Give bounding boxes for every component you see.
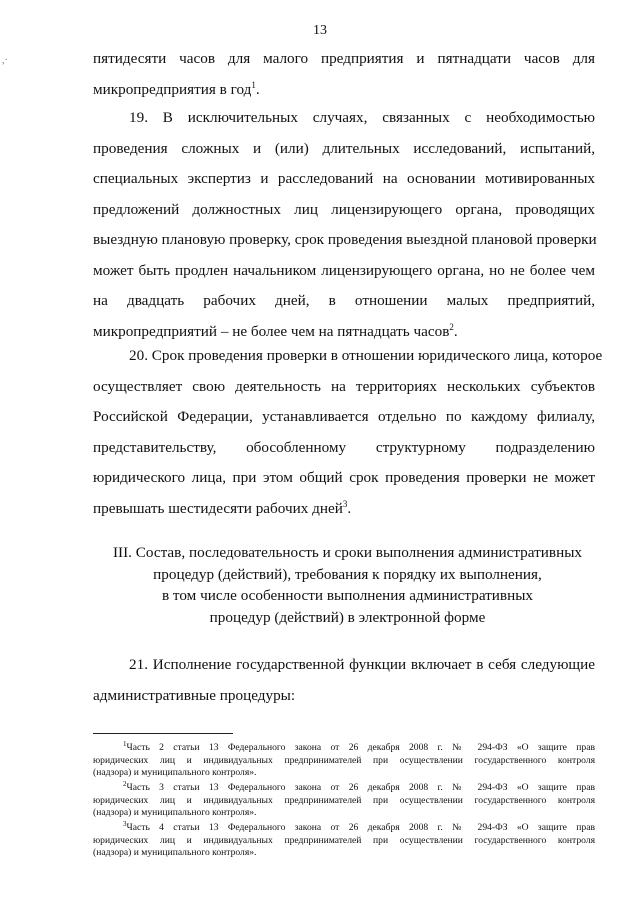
footnote-line: $^1$Часть 2 статьи 13 Федерального закона от 26 декабря 2008 г. № 294-ФЗ «О защите прав xyxy=(123,740,595,753)
heading-line: в том числе особенности выполнения административных xyxy=(161,587,534,604)
section-heading xyxy=(60,542,635,628)
paragraph-21 xyxy=(93,650,595,711)
text-line: специальных экспертиз и расследований на основании мотивированных xyxy=(93,170,595,187)
text-line: микропредприятия в год$^1$. xyxy=(93,79,260,98)
text-line: может быть продлен начальником лицензирующего органа, но не более чем xyxy=(93,261,595,279)
paragraph-19 xyxy=(93,103,595,347)
text-line: 21. Исполнение государственной функции включает в себя следующие xyxy=(129,656,595,673)
text-line: Российской Федерации, устанавливается отдельно по каждому филиалу, xyxy=(93,408,595,425)
heading-line: процедур (действий), требования к порядку их выполнения, xyxy=(153,565,542,583)
footnote-separator xyxy=(93,733,233,734)
footnote-mark: 2 xyxy=(123,780,127,788)
heading-line: процедур (действий) в электронной форме xyxy=(209,608,486,626)
footnote-line: юридических лиц и индивидуальных предпринимателей при осуществлении государственного контроля xyxy=(93,754,595,766)
footnote-ref: 2 xyxy=(449,321,454,332)
text-line: 19. В исключительных случаях, связанных с необходимостью xyxy=(129,109,595,126)
text-line: выездную плановую проверку, срок проведения выездной плановой проверки xyxy=(93,231,597,248)
footnote-mark: 1 xyxy=(123,740,127,748)
text-line: административные процедуры: xyxy=(93,686,296,704)
text-line: микропредприятий – не более чем на пятнадцать часов$^2$. xyxy=(93,321,458,340)
scan-artifact-icon: ,· xyxy=(2,55,8,66)
text-line: осуществляет свою деятельность на территориях нескольких субъектов xyxy=(93,377,595,395)
footnote-line: $^3$Часть 4 статьи 13 Федерального закона от 26 декабря 2008 г. № 294-ФЗ «О защите прав xyxy=(123,820,595,833)
footnote-line: юридических лиц и индивидуальных предпринимателей при осуществлении государственного контроля xyxy=(93,794,595,806)
footnote-3 xyxy=(93,822,595,860)
footnote-line: (надзора) и муниципального контроля». xyxy=(93,847,257,858)
text-line: превышать шестидесяти рабочих дней$^3$. xyxy=(93,498,352,517)
text-line: предложений должностных лиц лицензирующего органа, проводящих xyxy=(93,200,595,218)
footnote-line: (надзора) и муниципального контроля». xyxy=(93,767,257,778)
heading-line: III. Состав, последовательность и сроки выполнения административных xyxy=(113,544,582,561)
text-line: представительству, обособленному структурному подразделению xyxy=(93,438,595,456)
text-line: юридического лица, при этом общий срок проведения проверки не может xyxy=(93,469,595,486)
footnote-ref: 1 xyxy=(251,79,256,90)
paragraph-continuation xyxy=(93,44,595,105)
paragraph-20 xyxy=(93,341,603,524)
footnote-line: $^2$Часть 3 статьи 13 Федерального закона от 26 декабря 2008 г. № 294-ФЗ «О защите прав xyxy=(123,780,595,793)
footnote-1 xyxy=(93,742,595,780)
footnote-line: (надзора) и муниципального контроля». xyxy=(93,807,257,818)
footnote-mark: 3 xyxy=(123,820,127,828)
footnote-line: юридических лиц и индивидуальных предпринимателей при осуществлении государственного контроля xyxy=(93,834,595,846)
text-line: на двадцать рабочих дней, в отношении малых предприятий, xyxy=(93,292,595,309)
text-line: проведения сложных и (или) длительных исследований, испытаний, xyxy=(93,139,595,157)
footnote-2 xyxy=(93,782,595,820)
text-line: 20. Срок проведения проверки в отношении юридического лица, которое xyxy=(129,347,603,364)
footnote-ref: 3 xyxy=(342,498,348,509)
page-number: 13 xyxy=(313,23,327,38)
text-line: пятидесяти часов для малого предприятия и пятнадцати часов для xyxy=(93,50,595,67)
